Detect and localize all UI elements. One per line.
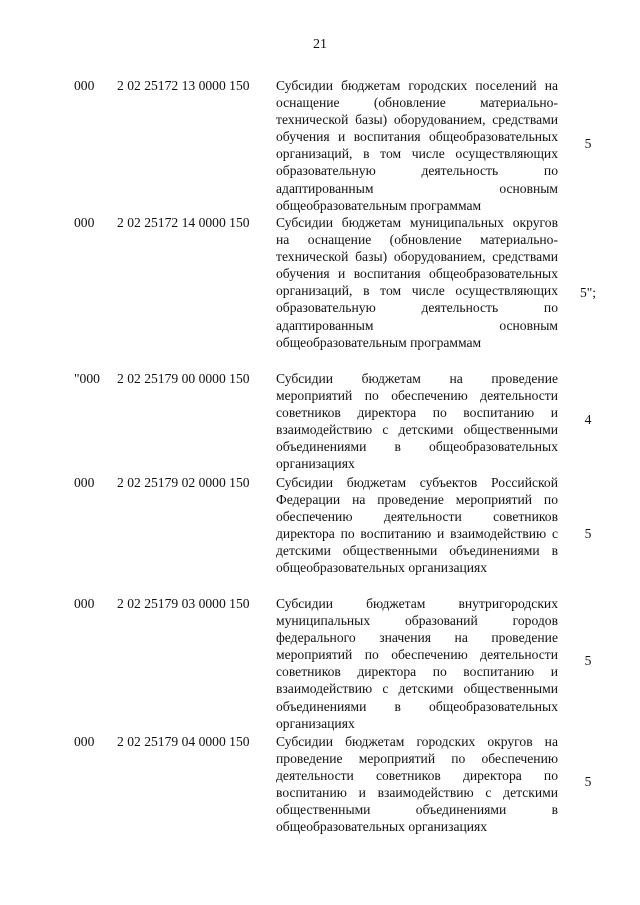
budget-classification-code: 2 02 25179 02 0000 150 [117, 475, 250, 490]
row-description: Субсидии бюджетам городских поселений на оснащение (обновление материально-технической базы) оборудованием, средствами обучения и воспитания общеобразовательных организаций, в том числе осуществляющих образовательную деятельность по адаптированным основным общеобразовательным программам [276, 78, 558, 213]
row-description: Субсидии бюджетам на проведение мероприятий по обеспечению деятельности советников директора по воспитанию и взаимодействию с детскими общественными объединениями в общеобразовательных организациях [276, 371, 558, 472]
budget-classification-code: 2 02 25179 00 0000 150 [117, 371, 250, 386]
budget-classification-code: 2 02 25172 13 0000 150 [117, 78, 250, 93]
row-value: 4 [584, 412, 592, 427]
row-description: Субсидии бюджетам городских округов на проведение мероприятий по обеспечению деятельности советников директора по воспитанию и взаимодействию с детскими общественными объединениями в общеобразовательных организациях [276, 734, 558, 835]
budget-classification-code: 2 02 25179 03 0000 150 [117, 596, 250, 611]
budget-classification-code: 2 02 25179 04 0000 150 [117, 734, 250, 749]
admin-code: 000 [74, 78, 95, 93]
row-value: 5 [584, 774, 592, 789]
row-value: 5 [584, 526, 592, 541]
admin-code: 000 [74, 596, 95, 611]
admin-code: "000 [74, 371, 100, 386]
row-value: 5 [584, 136, 592, 151]
admin-code: 000 [74, 215, 95, 230]
row-description: Субсидии бюджетам муниципальных округов на оснащение (обновление материально-технической базы) оборудованием, средствами обучения и воспитания общеобразовательных организаций, в том числе осуществляющих образовательную деятельность по адаптированным основным общеобразовательным программам [276, 215, 558, 350]
row-value: 5 [584, 653, 592, 668]
admin-code: 000 [74, 734, 95, 749]
row-description: Субсидии бюджетам внутригородских муниципальных образований городов федерального значения на проведение мероприятий по обеспечению деятельности советников директора по воспитанию и взаимодействию с детскими общественными объединениями в общеобразовательных организациях [276, 596, 558, 731]
page-number: 21 [313, 37, 327, 52]
budget-classification-code: 2 02 25172 14 0000 150 [117, 215, 250, 230]
row-description: Субсидии бюджетам субъектов Российской Федерации на проведение мероприятий по обеспечению деятельности советников директора по воспитанию и взаимодействию с детскими общественными объединениями в общеобразовательных организациях [276, 475, 558, 576]
admin-code: 000 [74, 475, 95, 490]
row-value: 5"; [579, 285, 597, 300]
